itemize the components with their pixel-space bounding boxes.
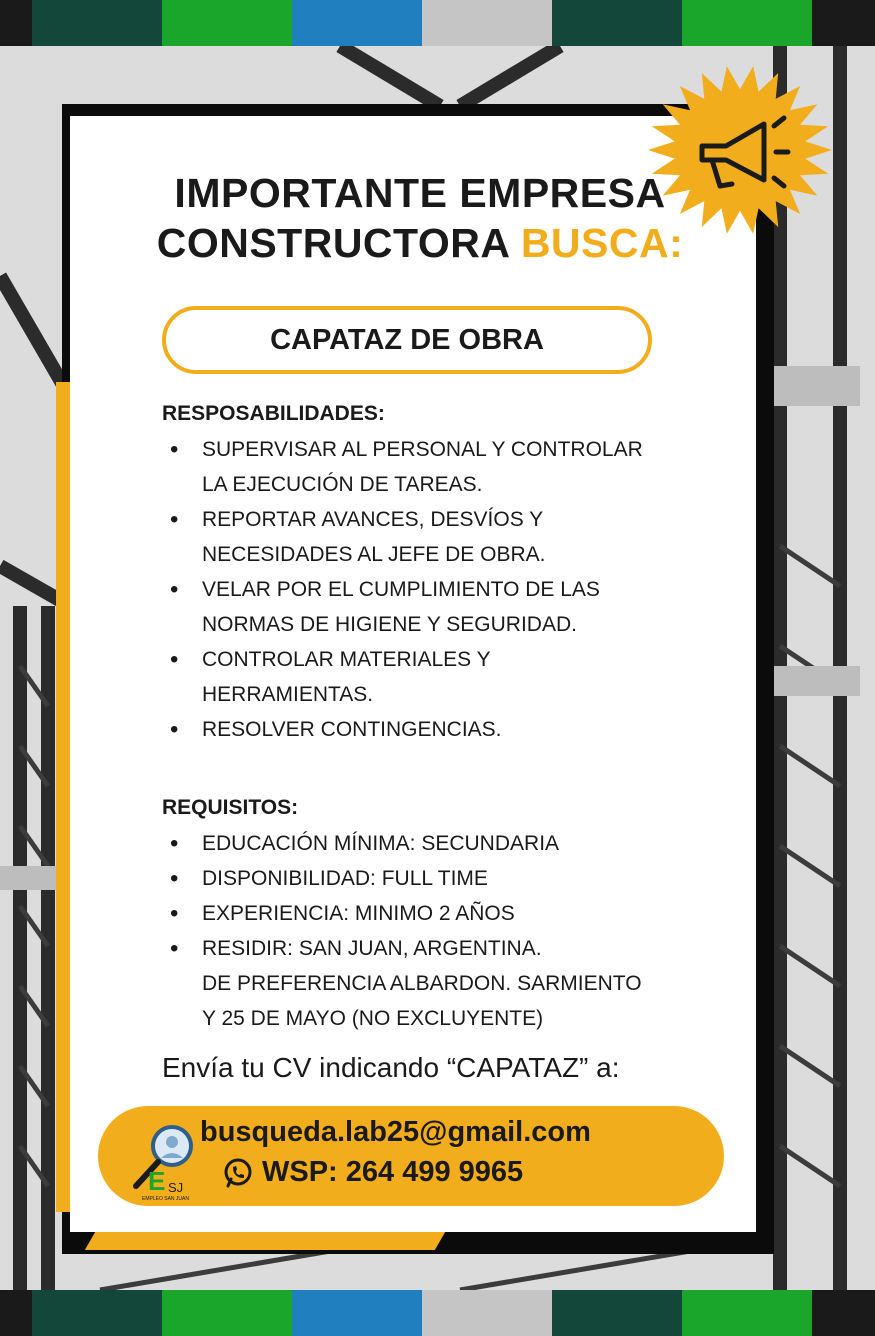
list-item: • SUPERVISAR AL PERSONAL Y CONTROLAR xyxy=(162,432,702,467)
stripe-segment xyxy=(552,1290,682,1336)
requirements-title: REQUISITOS: xyxy=(162,796,299,819)
headline-line-2 xyxy=(120,218,720,268)
list-item: • CONTROLAR MATERIALES Y xyxy=(162,642,702,677)
stripe-segment xyxy=(812,1290,875,1336)
list-item: • REPORTAR AVANCES, DESVÍOS Y xyxy=(162,502,702,537)
list-item: • EXPERIENCIA: MINIMO 2 AÑOS xyxy=(162,896,702,931)
logo-letters: SJ xyxy=(168,1180,184,1195)
list-item: HERRAMIENTAS. xyxy=(202,683,374,706)
headline-highlight: BUSCA: xyxy=(520,220,684,266)
stripe-segment xyxy=(292,0,422,46)
accent-edge-bottom xyxy=(85,1232,445,1250)
stripe-segment xyxy=(682,0,812,46)
list-item: • DISPONIBILIDAD: FULL TIME xyxy=(162,861,702,896)
stripe-segment xyxy=(422,1290,552,1336)
stripe-segment xyxy=(812,0,875,46)
responsibilities-list xyxy=(162,432,702,747)
list-item: LA EJECUCIÓN DE TAREAS. xyxy=(202,473,483,496)
list-item: • RESOLVER CONTINGENCIAS. xyxy=(162,712,702,747)
stripe-segment xyxy=(422,0,552,46)
stripe-segment xyxy=(682,1290,812,1336)
stripe-segment xyxy=(552,0,682,46)
list-item: NECESIDADES AL JEFE DE OBRA. xyxy=(202,543,546,566)
requirements-list xyxy=(162,826,702,1036)
list-item: DE PREFERENCIA ALBARDON. SARMIENTO xyxy=(202,972,642,995)
stripe-segment xyxy=(292,1290,422,1336)
list-item: • EDUCACIÓN MÍNIMA: SECUNDARIA xyxy=(162,826,702,861)
contact-email[interactable]: busqueda.lab25@gmail.com xyxy=(200,1116,591,1148)
stripe-segment xyxy=(162,1290,292,1336)
whatsapp-number: WSP: 264 499 9965 xyxy=(262,1156,524,1188)
stripe-segment xyxy=(32,0,162,46)
list-item: Y 25 DE MAYO (NO EXCLUYENTE) xyxy=(202,1007,544,1030)
list-item: • RESIDIR: SAN JUAN, ARGENTINA. xyxy=(162,931,702,966)
send-instruction: Envía tu CV indicando “CAPATAZ” a: xyxy=(162,1052,620,1083)
magnifier-logo-icon xyxy=(128,1124,200,1202)
list-item: NORMAS DE HIGIENE Y SEGURIDAD. xyxy=(202,613,577,636)
svg-text:E: E xyxy=(148,1166,166,1196)
whatsapp-icon xyxy=(222,1157,254,1189)
stripe-segment xyxy=(162,0,292,46)
responsibilities-title: RESPOSABILIDADES: xyxy=(162,402,385,425)
stripe-segment xyxy=(0,1290,32,1336)
headline-line-2-prefix: CONSTRUCTORA xyxy=(156,220,521,266)
stripe-segment xyxy=(32,1290,162,1336)
contact-whatsapp[interactable] xyxy=(222,1156,523,1189)
list-item: • VELAR POR EL CUMPLIMIENTO DE LAS xyxy=(162,572,702,607)
position-title: CAPATAZ DE OBRA xyxy=(162,306,652,374)
headline xyxy=(120,168,720,268)
headline-line-1: IMPORTANTE EMPRESA xyxy=(174,170,666,216)
logo-caption: EMPLEO SAN JUAN xyxy=(142,1196,189,1202)
bottom-color-stripe xyxy=(0,1290,875,1336)
stripe-segment xyxy=(0,0,32,46)
accent-edge-left xyxy=(56,382,70,1212)
top-color-stripe xyxy=(0,0,875,46)
